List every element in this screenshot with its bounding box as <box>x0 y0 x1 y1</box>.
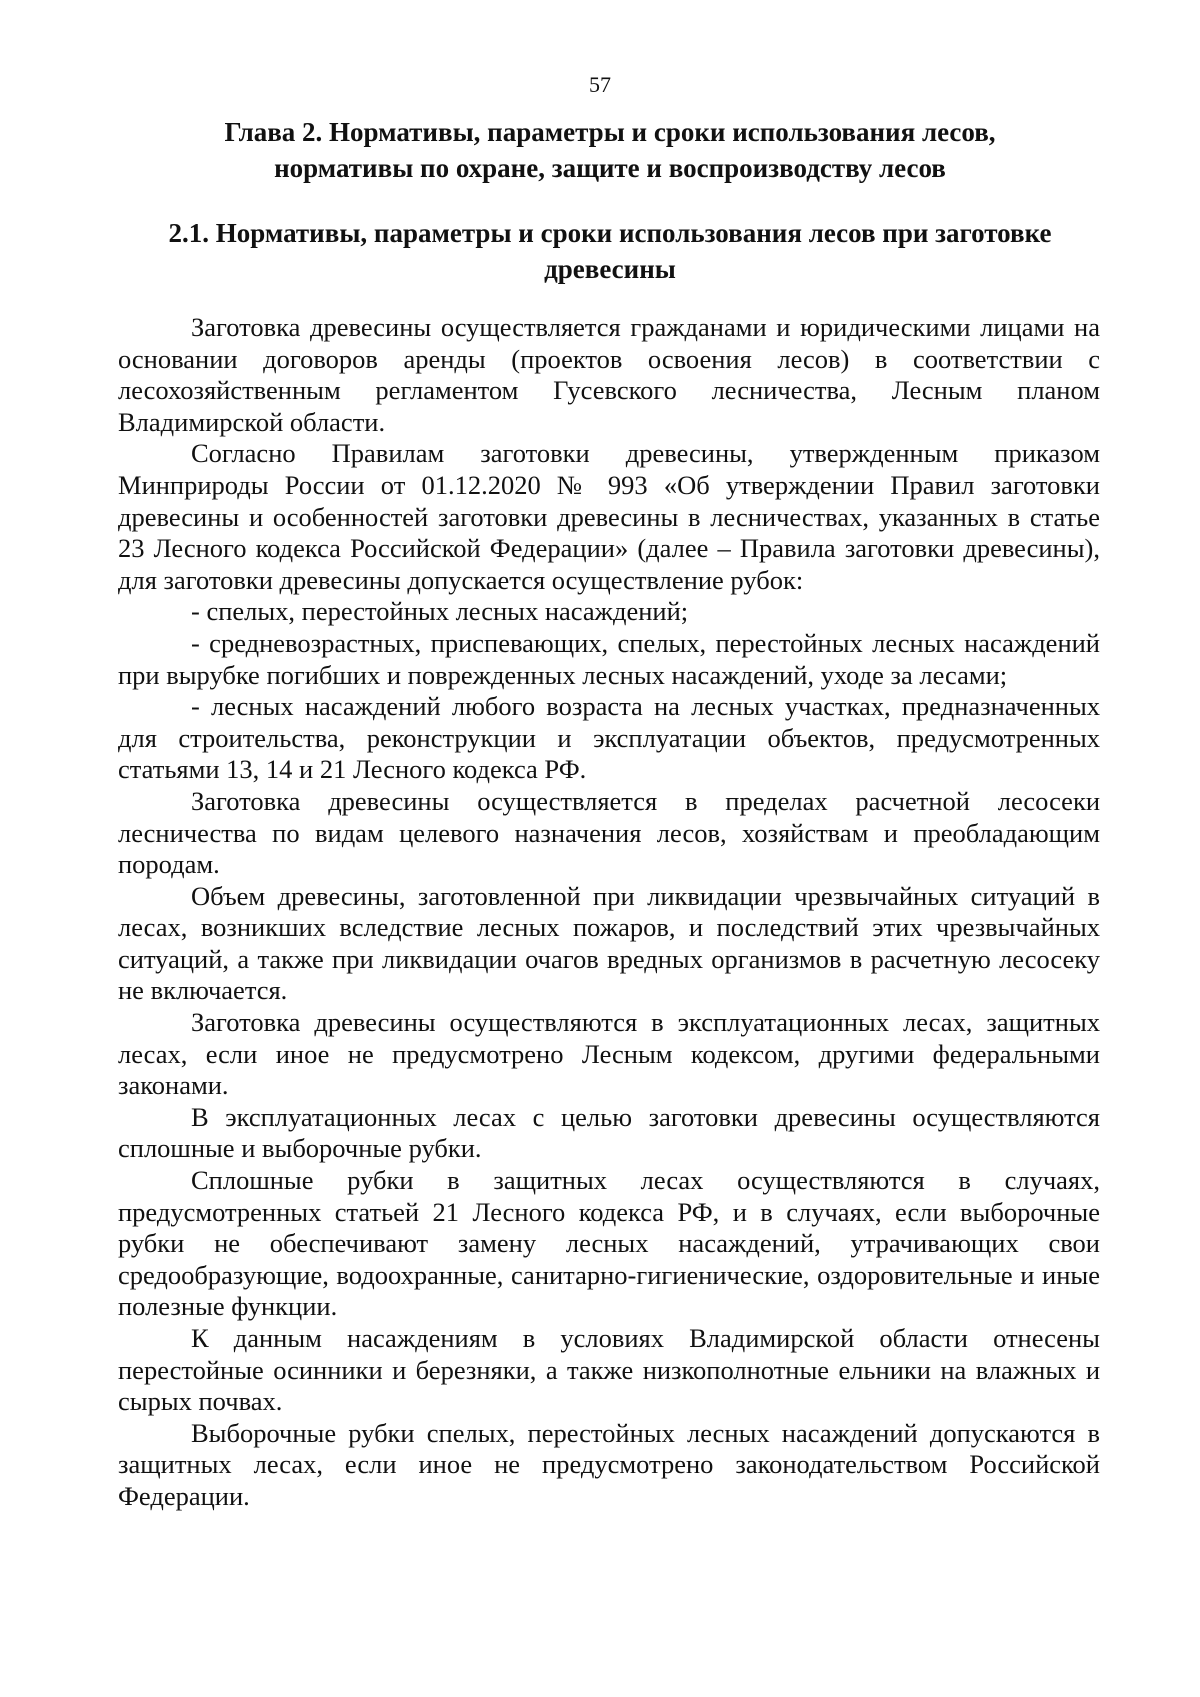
chapter-title-line-1: Глава 2. Нормативы, параметры и сроки использования лесов, <box>224 117 996 147</box>
section-title-line-1: 2.1. Нормативы, параметры и сроки использования лесов при заготовке <box>168 218 1052 248</box>
paragraph-selective-cuts: Выборочные рубки спелых, перестойных лесных насаждений допускаются в защитных лесах, если иное не предусмотрено законодательством Российской Федерации. <box>118 1417 1100 1511</box>
document-body <box>118 312 1100 1513</box>
paragraph-exploitation-forests: В эксплуатационных лесах с целью заготовки древесины осуществляются сплошные и выборочные рубки. <box>118 1101 1100 1164</box>
list-item-mature-stands: - спелых, перестойных лесных насаждений; <box>191 596 689 627</box>
paragraph-forest-categories: Заготовка древесины осуществляются в эксплуатационных лесах, защитных лесах, если иное не предусмотрено Лесным кодексом, другими федеральными законами. <box>118 1007 1100 1101</box>
paragraph-harvesting-basis: Заготовка древесины осуществляется гражданами и юридическими лицами на основании договоров аренды (проектов освоения лесов) в соответствии с лесохозяйственным регламентом Гусевского лесничества, Лесным планом Владимирской области. <box>118 312 1100 437</box>
page-number: 57 <box>589 72 611 97</box>
paragraph-allowable-cut: Заготовка древесины осуществляется в пределах расчетной лесосеки лесничества по видам целевого назначения лесов, хозяйствам и преобладающим породам. <box>118 785 1100 880</box>
chapter-title-line-2: нормативы по охране, защите и воспроизводству лесов <box>274 153 946 183</box>
paragraph-clear-cuts: Сплошные рубки в защитных лесах осуществляются в случаях, предусмотренных статьей 21 Лесного кодекса РФ, и в случаях, если выборочные рубки не обеспечивают замену лесных насаждений, утрачивающих свои средообразующие, водоохранные, санитарно-гигиенические, оздоровительные и иные полезные функции. <box>118 1165 1100 1322</box>
list-item-any-age-stands: - лесных насаждений любого возраста на лесных участках, предназначенных для строительства, реконструкции и эксплуатации объектов, предусмотренных статьями 13, 14 и 21 Лесного кодекса РФ. <box>118 691 1100 785</box>
paragraph-harvesting-rules: Согласно Правилам заготовки древесины, утвержденным приказом Минприроды России от 01.12.2020 № 993 «Об утверждении Правил заготовки древесины и особенностей заготовки древесины в лесничествах, указанных в статье 23 Лесного кодекса Российской Федерации» (далее – Правила заготовки древесины), для заготовки древесины допускается осуществление рубок: <box>118 438 1100 595</box>
section-title <box>120 215 1100 287</box>
list-item-middle-aged-stands: - средневозрастных, приспевающих, спелых, перестойных лесных насаждений при вырубке погибших и поврежденных лесных насаждений, уходе за лесами; <box>118 627 1100 690</box>
chapter-title <box>120 114 1100 186</box>
paragraph-vladimir-stands: К данным насаждениям в условиях Владимирской области отнесены перестойные осинники и березняки, а также низкополнотные ельники на влажных и сырых почвах. <box>118 1323 1100 1417</box>
section-title-line-2: древесины <box>544 254 676 284</box>
paragraph-emergency-volume: Объем древесины, заготовленной при ликвидации чрезвычайных ситуаций в лесах, возникших вследствие лесных пожаров, и последствий этих чрезвычайных ситуаций, а также при ликвидации очагов вредных организмов в расчетную лесосеку не включается. <box>118 880 1100 1006</box>
